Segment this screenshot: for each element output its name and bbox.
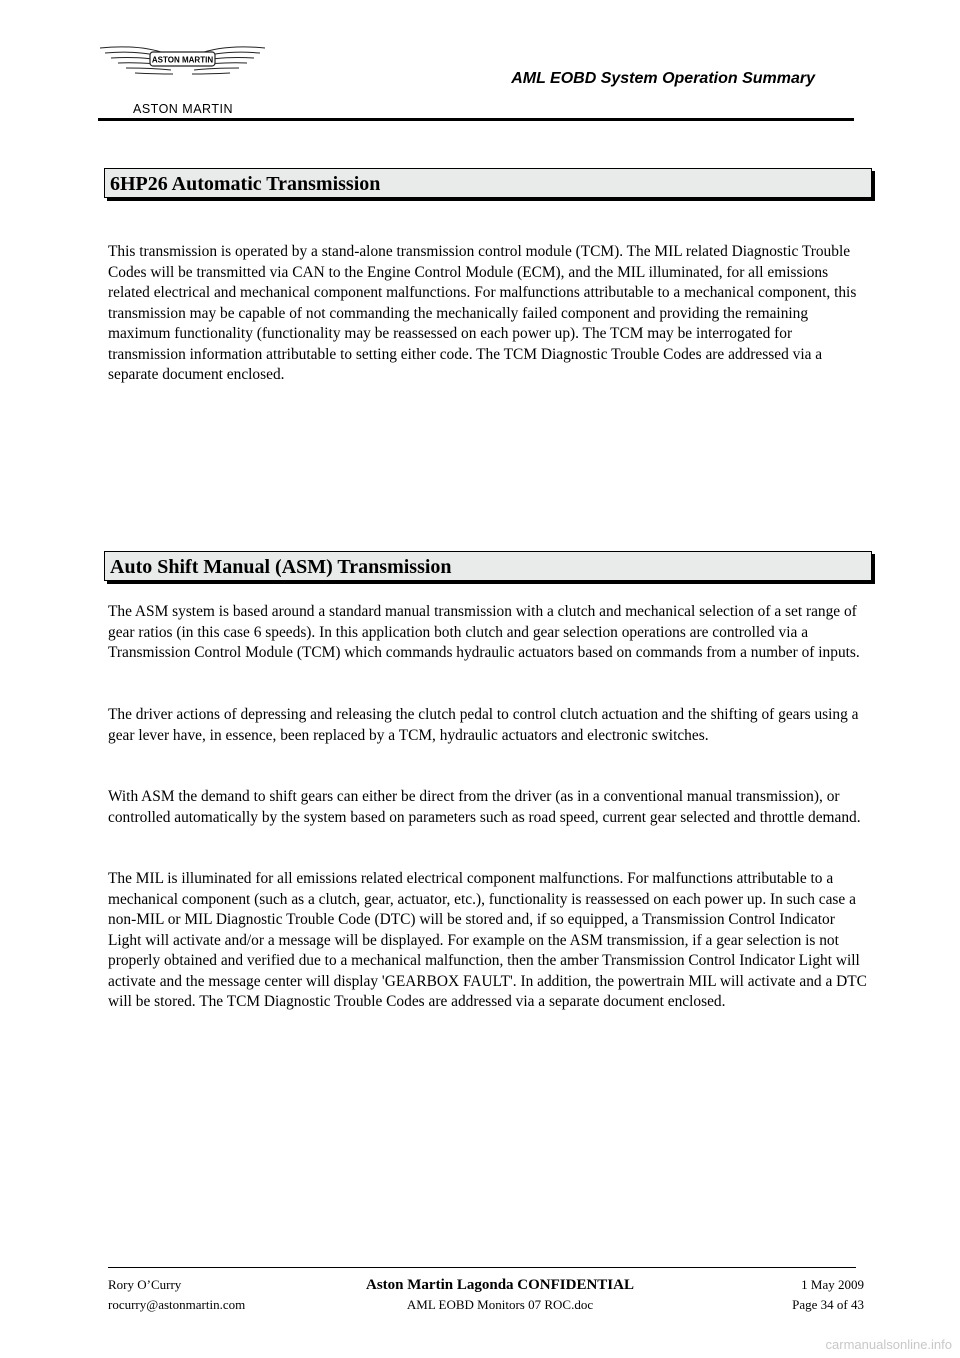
paragraph: This transmission is operated by a stand-alone transmission control module (TCM). The MIL related Diagnostic Trouble Codes will be transmitted via CAN to the Engine Control Module (ECM), and the MIL illuminated, for all emissions related electrical and mechanical component malfunctions. For malfunctions attributable to a mechanical component, this transmission may be capable of not commanding the mechanically failed component and providing the remaining maximum functionality (functionality may be reassessed on each power up). The TCM may be interrogated for transmission information attributable to setting either code. The TCM Diagnostic Trouble Codes are addressed via a separate document enclosed. bbox=[108, 243, 857, 383]
footer-confidential: Aston Martin Lagonda CONFIDENTIAL bbox=[366, 1277, 634, 1293]
footer-center bbox=[340, 1275, 660, 1315]
aston-martin-logo bbox=[95, 38, 270, 118]
header-divider bbox=[98, 118, 854, 121]
paragraph: The driver actions of depressing and releasing the clutch pedal to control clutch actuation and the shifting of gears using a gear lever have, in essence, been replaced by a TCM, hydraulic actuators and electronic switches. bbox=[108, 706, 859, 744]
wings-emblem-icon bbox=[95, 38, 270, 98]
logo-wordmark: ASTON MARTIN bbox=[133, 102, 233, 116]
footer-right bbox=[792, 1275, 864, 1315]
footer-divider bbox=[108, 1267, 856, 1268]
section-heading-6hp26: 6HP26 Automatic Transmission bbox=[104, 168, 872, 198]
section-heading-asm: Auto Shift Manual (ASM) Transmission bbox=[104, 551, 872, 581]
footer-date: 1 May 2009 bbox=[801, 1277, 864, 1292]
paragraph: With ASM the demand to shift gears can either be direct from the driver (as in a conventional manual transmission), or controlled automatically by the system based on parameters such as road speed, current gear selected and throttle demand. bbox=[108, 788, 861, 826]
paragraph: The MIL is illuminated for all emissions related electrical component malfunctions. For malfunctions attributable to a mechanical component (such as a clutch, gear, actuator, etc.), functionality is reassessed on each power up. In such case a non-MIL or MIL Diagnostic Trouble Code (DTC) will be stored and, if so equipped, a Transmission Control Indicator Light will activate and/or a message will be displayed. For example on the ASM transmission, if a gear selection is not properly obtained and verified due to a mechanical malfunction, then the amber Transmission Control Indicator Light will activate and the message center will display 'GEARBOX FAULT'. In addition, the powertrain MIL will activate and a DTC will be stored. The TCM Diagnostic Trouble Codes are addressed via a separate document enclosed. bbox=[108, 870, 867, 1010]
footer-filename: AML EOBD Monitors 07 ROC.doc bbox=[406, 1297, 594, 1312]
watermark: carmanualsonline.info bbox=[825, 1337, 952, 1352]
document-title: AML EOBD System Operation Summary bbox=[511, 70, 815, 87]
footer-author: Rory O’Curry bbox=[108, 1277, 182, 1292]
footer-left bbox=[108, 1275, 245, 1315]
paragraph: The ASM system is based around a standard manual transmission with a clutch and mechanical selection of a set range of gear ratios (in this case 6 speeds). In this application both clutch and gear selection operations are controlled via a Transmission Control Module (TCM) which commands hydraulic actuators based on commands from a number of inputs. bbox=[108, 603, 860, 661]
footer-page-number: Page 34 of 43 bbox=[792, 1297, 864, 1312]
footer-email: rocurry@astonmartin.com bbox=[108, 1297, 246, 1312]
svg-text:ASTON MARTIN: ASTON MARTIN bbox=[151, 55, 214, 65]
